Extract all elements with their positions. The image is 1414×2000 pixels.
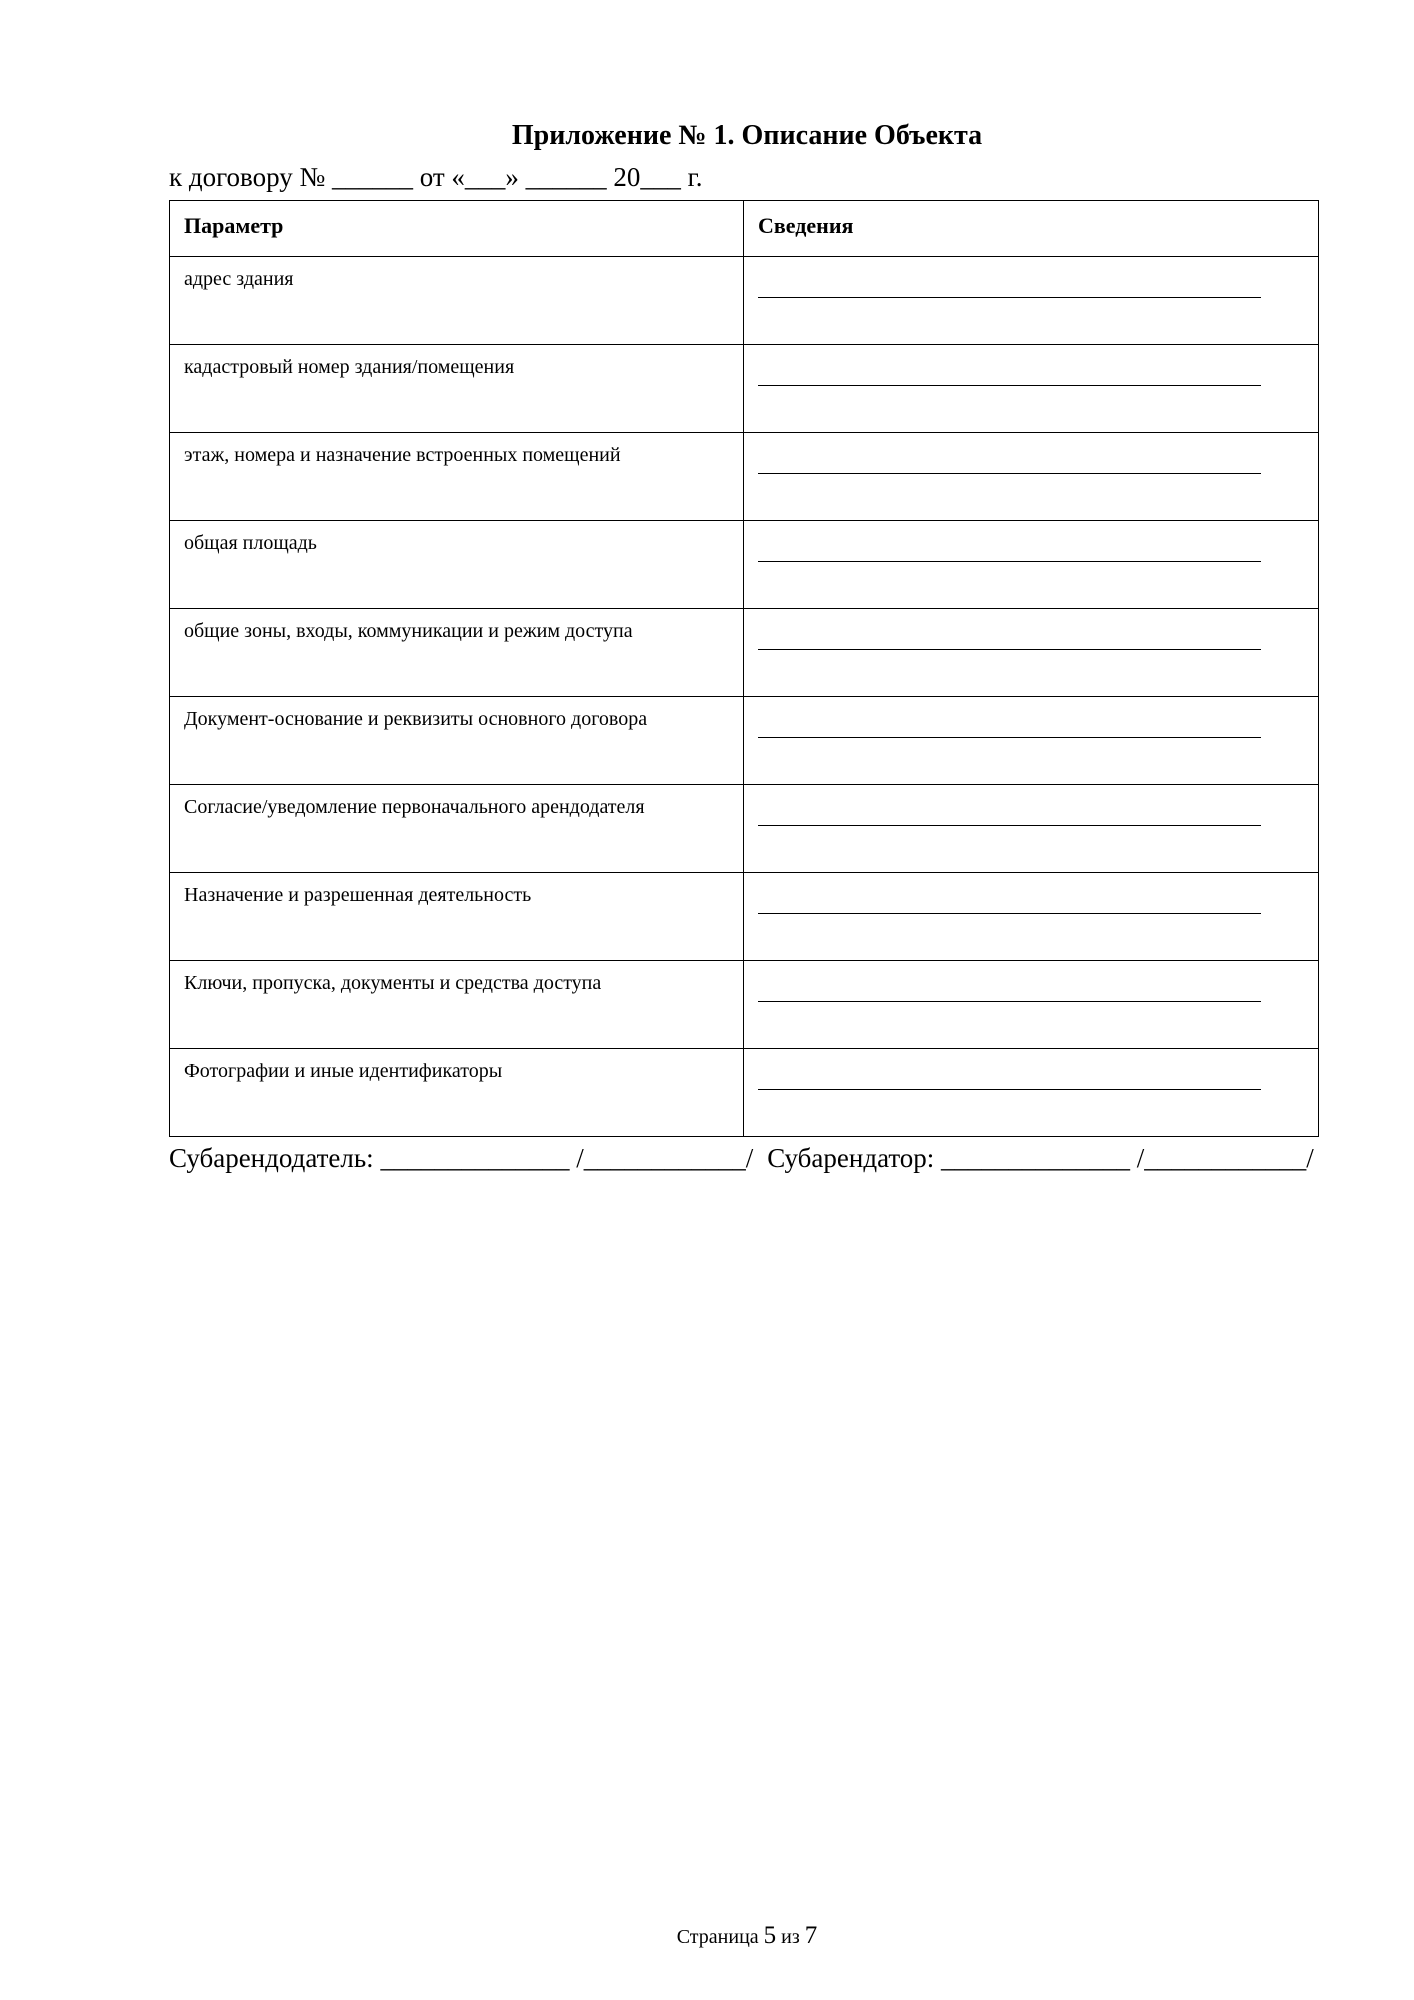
parameter-cell [170, 433, 744, 521]
parameter-label: Назначение и разрешенная деятельность [184, 884, 532, 906]
blank-fill-line [758, 825, 1261, 826]
table-row [170, 257, 1319, 345]
page-separator: из [781, 1926, 800, 1948]
contract-reference: к договору № ______ от «___» ______ 20___ г. [169, 162, 703, 192]
table-row [170, 697, 1319, 785]
blank-fill-line [758, 297, 1261, 298]
parameter-cell [170, 873, 744, 961]
table-row [170, 345, 1319, 433]
parameter-cell [170, 521, 744, 609]
blank-fill-line [758, 737, 1261, 738]
parameter-label: Документ-основание и реквизиты основного договора [184, 708, 648, 730]
page-footer [0, 1921, 1414, 1952]
parameter-cell [170, 257, 744, 345]
blank-fill-line [758, 473, 1261, 474]
table-header-row [170, 201, 1319, 257]
value-cell [744, 961, 1319, 1049]
blank-fill-line [758, 1089, 1261, 1090]
parameter-label: Ключи, пропуска, документы и средства доступа [184, 972, 602, 994]
table-row [170, 609, 1319, 697]
table-row [170, 961, 1319, 1049]
value-cell [744, 521, 1319, 609]
document-title: Приложение № 1. Описание Объекта [511, 120, 983, 151]
value-cell [744, 609, 1319, 697]
table-row [170, 433, 1319, 521]
blank-fill-line [758, 561, 1261, 562]
parameter-label: общая площадь [184, 532, 317, 554]
value-cell [744, 433, 1319, 521]
table-row [170, 785, 1319, 873]
object-description-table [169, 200, 1319, 1137]
page-label: Страница [676, 1926, 759, 1948]
value-cell [744, 257, 1319, 345]
value-cell [744, 345, 1319, 433]
blank-fill-line [758, 649, 1261, 650]
parameter-cell [170, 785, 744, 873]
parameter-cell [170, 609, 744, 697]
blank-fill-line [758, 1001, 1261, 1002]
parameter-cell [170, 697, 744, 785]
table-row [170, 521, 1319, 609]
total-page-count: 7 [804, 1922, 818, 1949]
parameter-cell [170, 961, 744, 1049]
sublessee-signature: Субарендатор: ______________ /____________/ [767, 1143, 1314, 1173]
parameter-cell [170, 1049, 744, 1137]
signature-line [169, 1141, 1314, 1175]
column-header-details: Сведения [744, 201, 1319, 257]
table-row [170, 1049, 1319, 1137]
column-header-parameter: Параметр [170, 201, 744, 257]
value-cell [744, 1049, 1319, 1137]
parameter-label: кадастровый номер здания/помещения [184, 356, 515, 378]
blank-fill-line [758, 913, 1261, 914]
parameter-label: этаж, номера и назначение встроенных помещений [184, 444, 621, 466]
current-page-number: 5 [763, 1922, 777, 1949]
parameter-label: адрес здания [184, 268, 294, 290]
parameter-label: общие зоны, входы, коммуникации и режим доступа [184, 620, 633, 642]
blank-fill-line [758, 385, 1261, 386]
parameter-cell [170, 345, 744, 433]
parameter-label: Фотографии и иные идентификаторы [184, 1060, 503, 1082]
table-row [170, 873, 1319, 961]
value-cell [744, 785, 1319, 873]
value-cell [744, 873, 1319, 961]
sublessor-signature: Субарендодатель: ______________ /____________/ [169, 1143, 754, 1173]
value-cell [744, 697, 1319, 785]
parameter-label: Согласие/уведомление первоначального арендодателя [184, 796, 645, 818]
